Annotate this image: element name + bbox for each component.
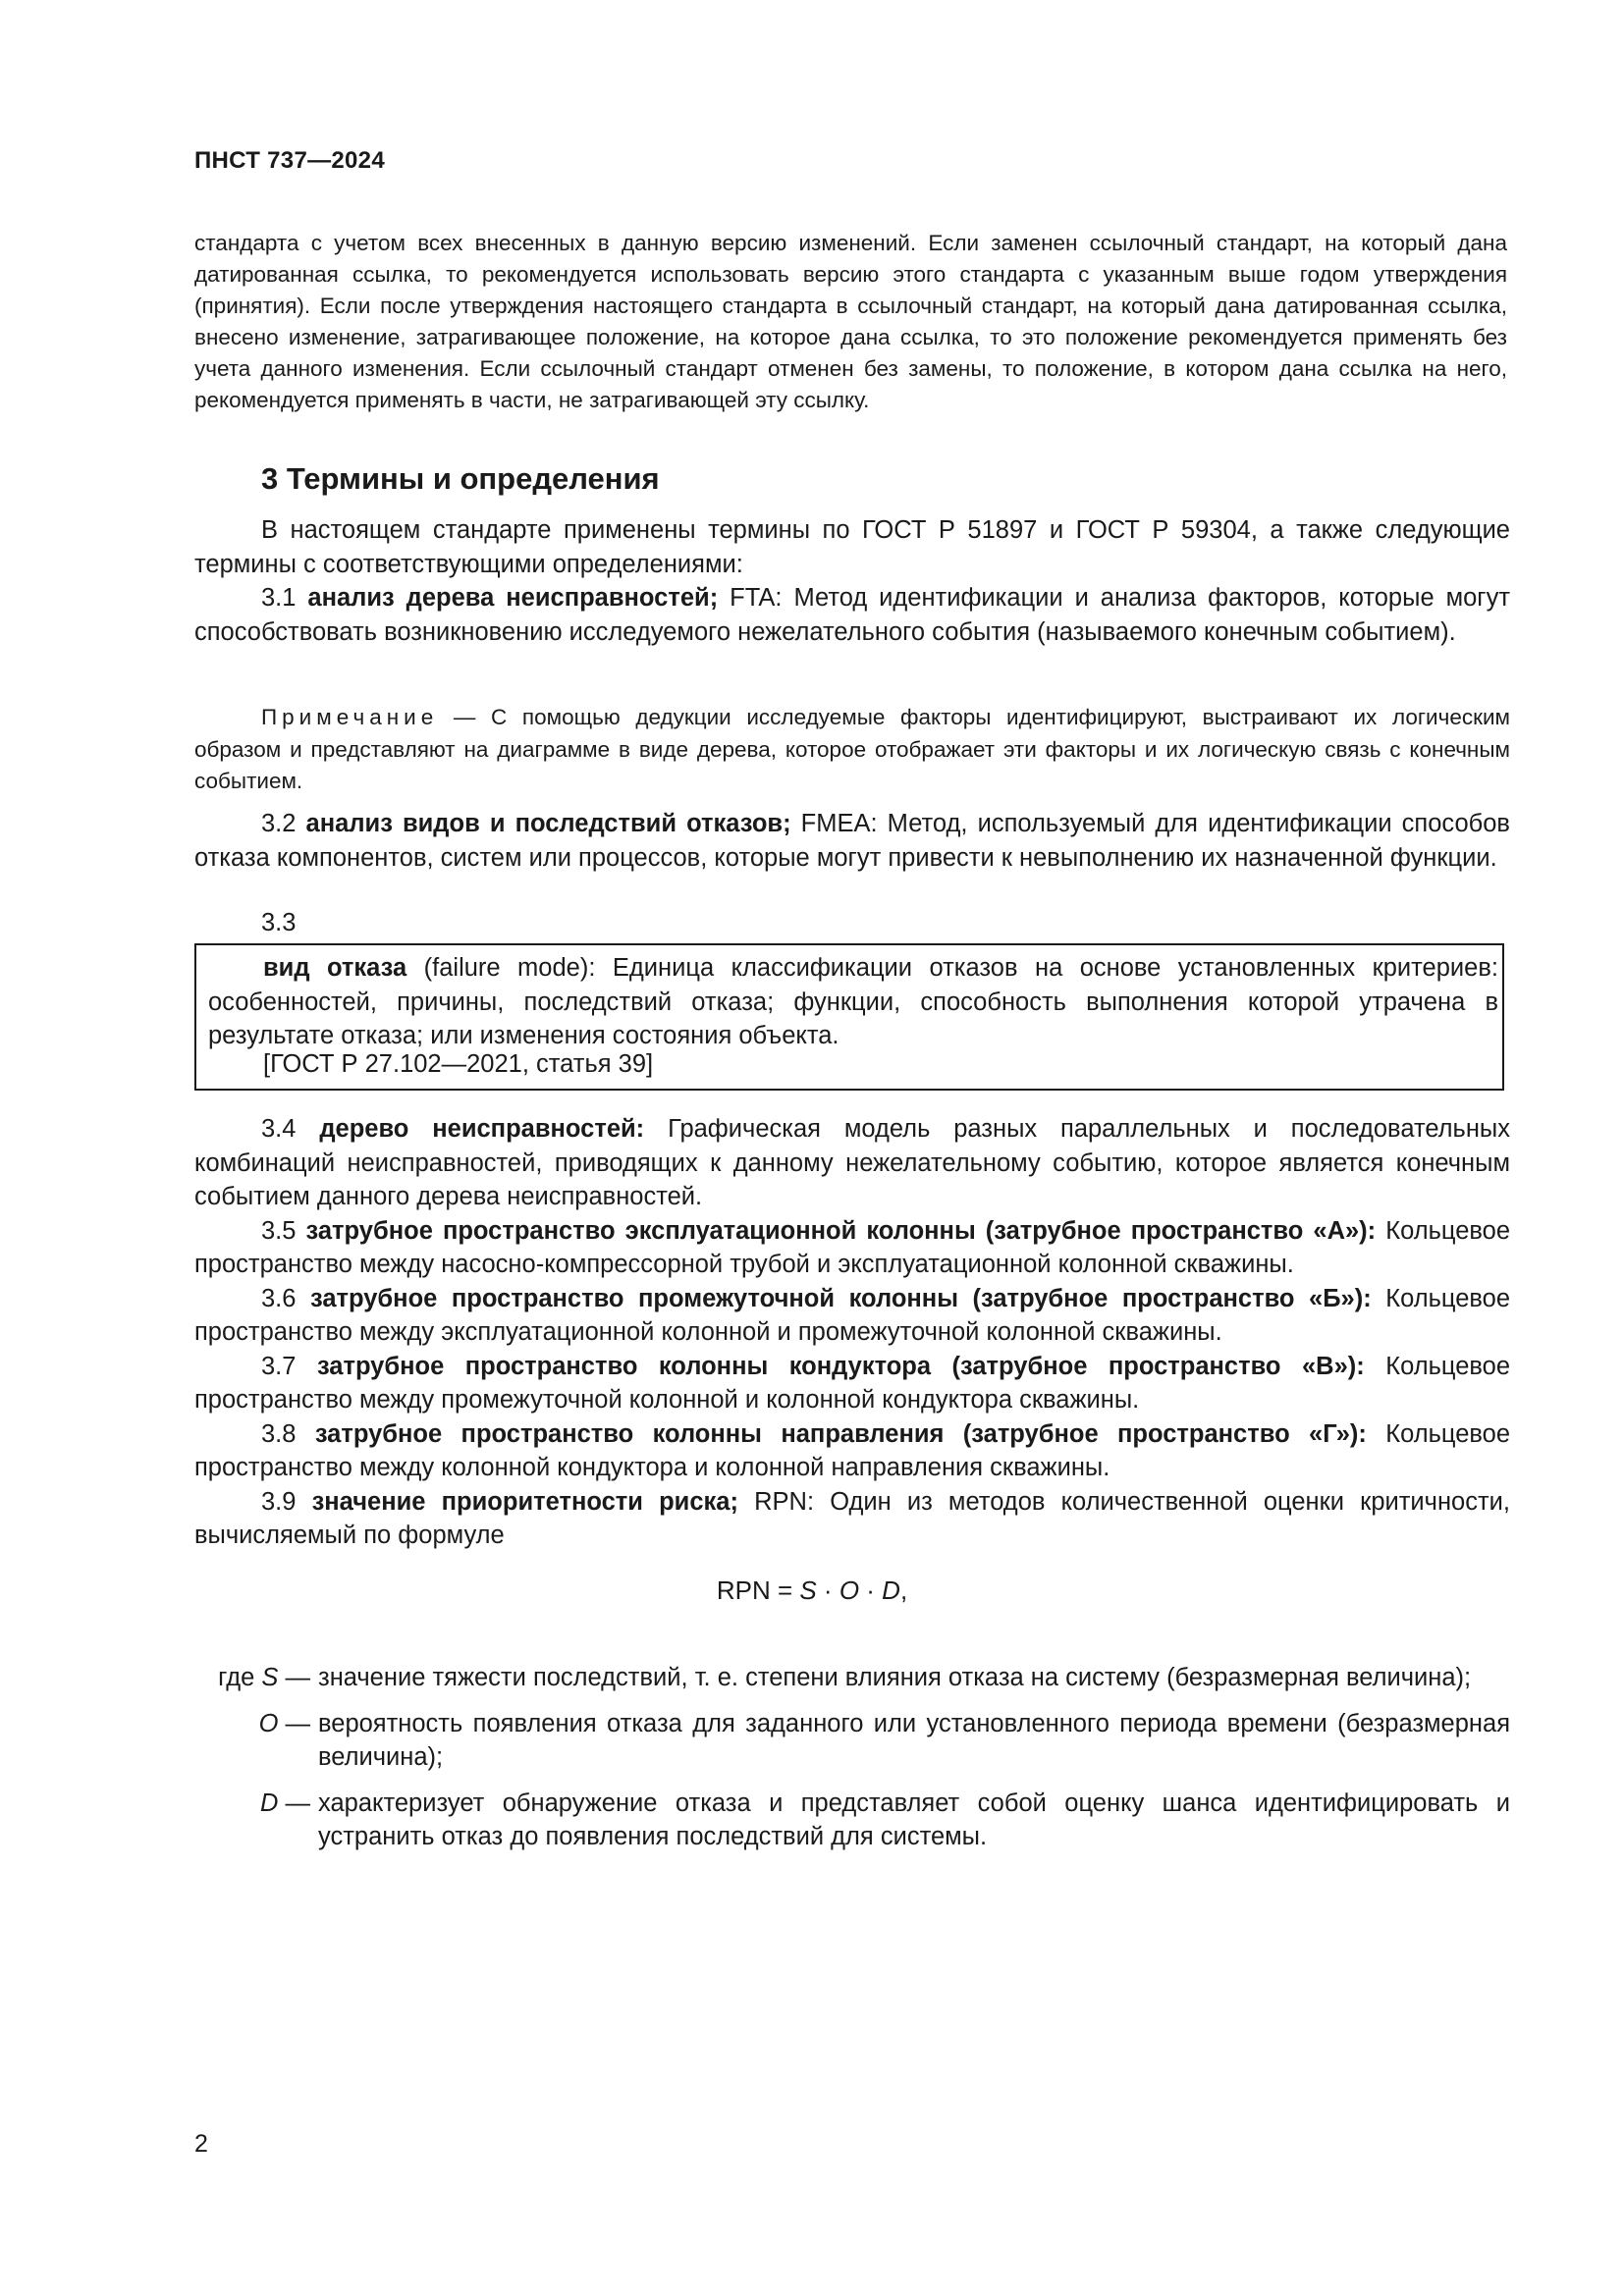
term-3-3-box [194,943,1504,1091]
term-3-9 [194,1485,1510,1553]
term-number: 3.5 [261,1216,297,1245]
note-label: Примечание [261,705,439,729]
term-number: 3.2 [261,810,297,837]
formula-lhs: RPN = [716,1575,800,1605]
term-name: значение приоритетности риска; [311,1487,738,1516]
legend-row-s [194,1661,1510,1695]
term-name: затрубное пространство колонны направления (затрубное пространство «Г»): [314,1419,1367,1448]
term-name: анализ дерева неисправностей; [307,584,719,612]
term-definition: Единица классификации отказов на основе установленных критериев: особенностей, причины, последствий отказа; функции, способность выполнения которой утрачена в результате отказа; или изменения состояния объекта. [208,954,1498,1049]
legend-text: значение тяжести последствий, т. е. степени влияния отказа на систему (безразмерная величина); [318,1664,1472,1691]
document-code: ПНСТ 737—2024 [194,147,385,174]
legend-dash: — [278,1709,310,1737]
term-definition: Кольцевое пространство между насосно-компрессорной трубой и эксплуатационной колонной скважины. [194,1216,1511,1278]
term-source-reference: [ГОСТ Р 27.102—2021, статья 39] [263,1050,654,1078]
term-name: затрубное пространство колонны кондуктора (затрубное пространство «В»): [316,1352,1365,1380]
legend-symbol: D [259,1789,279,1817]
term-number: 3.1 [261,584,297,612]
term-3-4 [194,1112,1510,1214]
intro-paragraph: стандарта с учетом всех внесенных в данную версию изменений. Если заменен ссылочный стандарт, на который дана датированная ссылка, то рекомендуется использовать версию этого стандарта с указанным выше годом утверждения (принятия). Если после утверждения настоящего стандарта в ссылочный стандарт, на который дана датированная ссылка, внесено изменение, затрагивающее положение, на которое дана ссылка, то это положение рекомендуется применять без учета данного изменения. Если ссылочный стандарт отменен без замены, то положение, в котором дана ссылка на него, рекомендуется применять в части, не затрагивающей эту ссылку. [194,231,1507,412]
term-name: дерево неисправностей: [319,1115,645,1143]
term-definition: Кольцевое пространство между эксплуатационной колонной и промежуточной колонной скважины. [194,1284,1510,1346]
formula-dot: · [859,1575,883,1605]
formula-legend [194,1661,1510,1866]
term-3-2 [194,807,1510,875]
term-english: (failure mode): [423,954,596,982]
terms-list [194,1112,1510,1553]
term-definition: Кольцевое пространство между колонной кондуктора и колонной направления скважины. [194,1419,1511,1481]
term-definition: FTA: Метод идентификации и анализа факторов, которые могут способствовать возникновению исследуемого нежелательного события (называемого конечным событием). [194,584,1511,646]
formula-dot: · [816,1575,839,1605]
legend-dash: — [278,1664,310,1691]
legend-row-o [194,1707,1510,1775]
legend-text: вероятность появления отказа для заданного или установленного периода времени (безразмерная величина); [318,1709,1510,1771]
term-name: вид отказа [263,954,407,982]
term-name: затрубное пространство промежуточной колонны (затрубное пространство «Б»): [309,1284,1372,1312]
term-definition: RPN: Один из методов количественной оценки критичности, вычисляемый по формуле [194,1487,1510,1549]
legend-prefix: где [218,1664,262,1691]
legend-dash: — [278,1789,310,1817]
legend-symbol: S [261,1664,279,1691]
term-number: 3.8 [261,1419,297,1448]
legend-symbol: O [258,1709,279,1737]
term-number: 3.4 [261,1115,297,1143]
term-definition: Кольцевое пространство между промежуточной колонной и колонной кондуктора скважины. [194,1352,1510,1414]
formula-s: S [799,1575,817,1605]
note-text: — С помощью дедукции исследуемые факторы идентифицируют, выстраивают их логическим образом и представляют на диаграмме в виде дерева, которое отображает эти факторы и их логическую связь с конечным событием. [194,705,1510,793]
term-3-3-number: 3.3 [261,909,297,936]
term-definition: FMEA: Метод, используемый для идентификации способов отказа компонентов, систем или процессов, которые могут привести к невыполнению их назначенной функции. [194,810,1510,872]
term-number: 3.9 [261,1487,297,1516]
term-3-2-block [194,807,1510,875]
page-number: 2 [194,2130,208,2158]
term-3-5 [194,1214,1510,1282]
section-lead: В настоящем стандарте применены термины по ГОСТ Р 51897 и ГОСТ Р 59304, а также следующие термины с соответствующими определениями: [194,516,1510,578]
term-name: анализ видов и последствий отказов; [305,810,791,837]
term-3-1 [194,581,1510,649]
term-3-8 [194,1417,1510,1485]
term-definition: Графическая модель разных параллельных и последовательных комбинаций неисправностей, приводящих к данному нежелательному событию, которое является конечным событием данного дерева неисправностей. [194,1115,1510,1210]
section-title: 3 Термины и определения [261,461,660,496]
legend-row-d [194,1787,1510,1854]
term-3-6 [194,1282,1510,1350]
formula-d: D [882,1575,900,1605]
term-3-7 [194,1350,1510,1417]
term-number: 3.7 [261,1352,297,1380]
formula-comma: , [899,1575,908,1605]
term-number: 3.6 [261,1284,297,1312]
section-lead-block [194,513,1510,649]
note-block [194,702,1510,798]
term-3-3 [208,951,1498,1053]
rpn-formula [0,1575,1624,1606]
legend-text: характеризует обнаружение отказа и представляет собой оценку шанса идентифицировать и устранить отказ до появления последствий для системы. [318,1789,1510,1850]
formula-o: O [839,1575,860,1605]
term-name: затрубное пространство эксплуатационной колонны (затрубное пространство «А»): [305,1216,1377,1245]
